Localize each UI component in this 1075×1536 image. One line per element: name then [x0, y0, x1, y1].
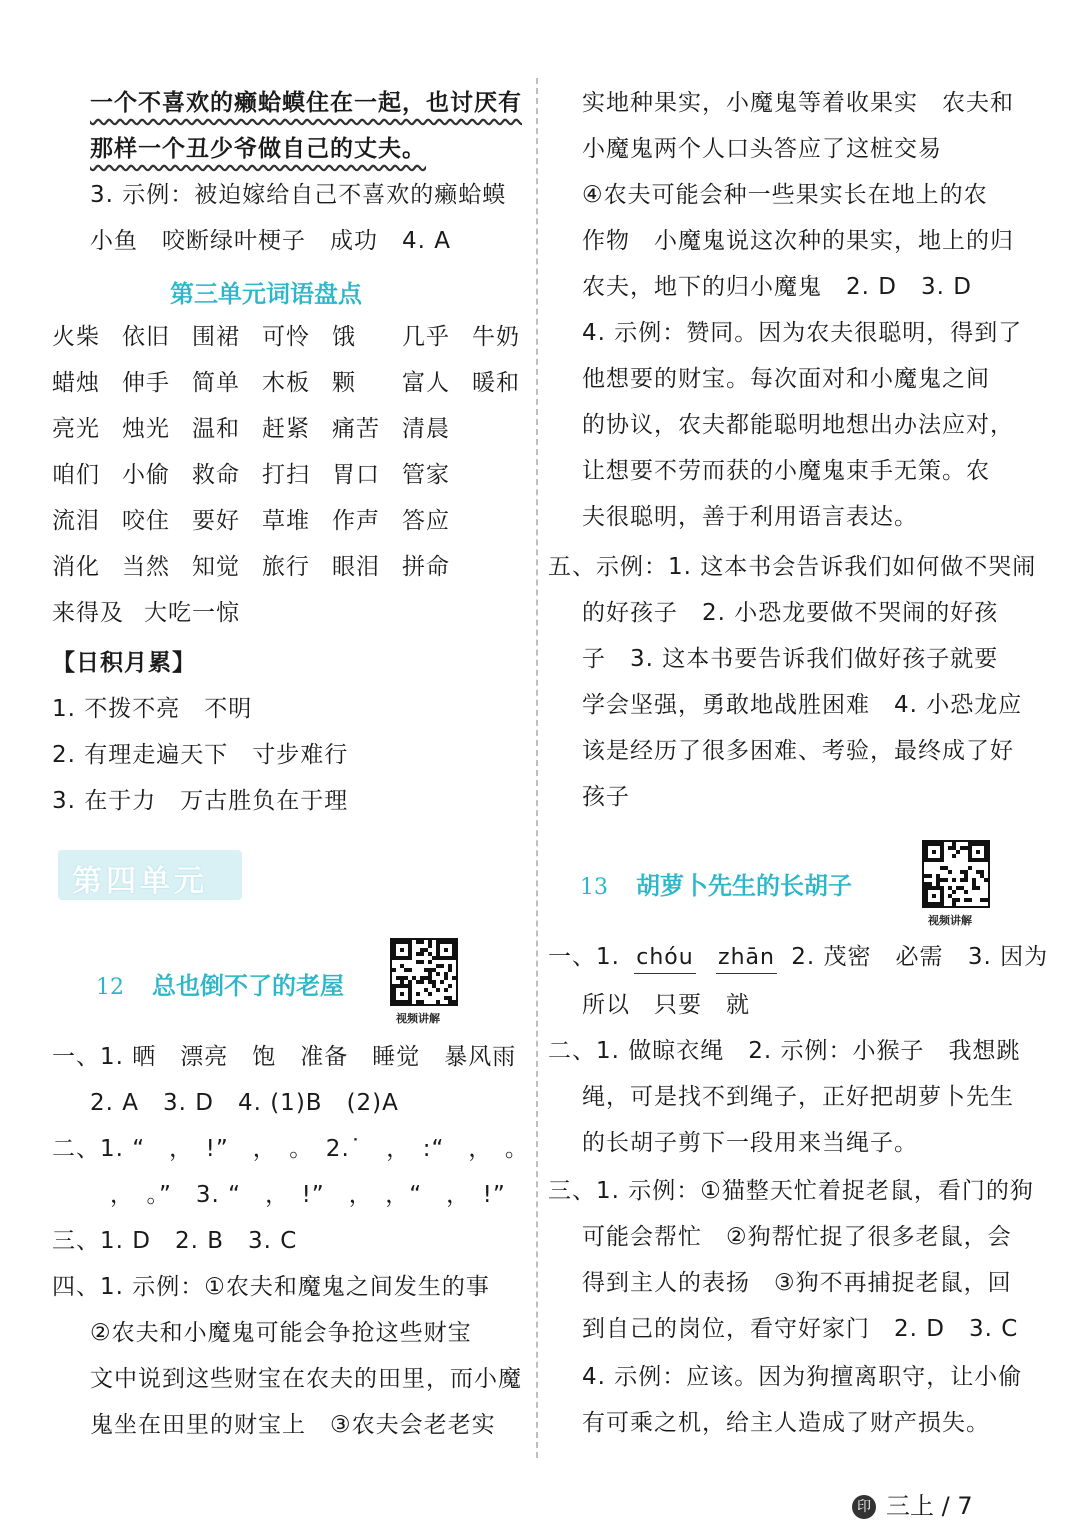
vocab-word: 要好	[192, 508, 240, 534]
text-line: 的长胡子剪下一段用来当绳子。	[582, 1130, 918, 1156]
text-line: ， 。” 3. “ ， !” ， ，“ ， !”	[110, 1182, 506, 1208]
lesson-number: 13	[580, 875, 608, 900]
vocab-word: 牛奶	[472, 324, 520, 350]
text-line: 2. A 3. D 4. (1)B (2)A	[90, 1090, 399, 1116]
vocab-word: 知觉	[192, 554, 240, 580]
lesson-13-heading	[580, 866, 852, 901]
vocab-title: 第三单元词语盘点	[170, 280, 362, 308]
pinyin-answer: zhān	[716, 943, 777, 974]
vocab-word: 草堆	[262, 508, 310, 534]
text-line: 实地种果实，小魔鬼等着收果实 农夫和	[582, 90, 1014, 116]
text-line: 一、1. 晒 漂亮 饱 准备 睡觉 暴风雨	[52, 1044, 517, 1070]
lesson-number: 12	[96, 975, 124, 1000]
unit-banner-text: 第四单元	[72, 864, 208, 899]
text-line: 一个不喜欢的癞蛤蟆住在一起，也讨厌有	[90, 90, 522, 116]
vocab-word: 可怜	[262, 324, 310, 350]
vocab-word: 救命	[192, 462, 240, 488]
text-line: 得到主人的表扬 ③狗不再捕捉老鼠，回	[582, 1270, 1012, 1296]
vocab-word: 当然	[122, 554, 170, 580]
publisher-stamp-icon: 印	[852, 1495, 876, 1519]
answer-text: 2. 茂密 必需	[791, 944, 944, 970]
text-line: 3. 示例：被迫嫁给自己不喜欢的癞蛤蟆	[90, 182, 507, 208]
vocab-word: 管家	[402, 462, 450, 488]
text-line: 所以 只要 就	[582, 992, 750, 1018]
vocab-word: 亮光	[52, 416, 100, 442]
text-line: 他想要的财宝。每次面对和小魔鬼之间	[582, 366, 990, 392]
vocab-word: 作声	[332, 508, 380, 534]
vocab-word: 痛苦	[332, 416, 380, 442]
text-line: 的协议，农夫都能聪明地想出办法应对，	[582, 412, 1014, 438]
qr-caption: 视频讲解	[928, 914, 972, 927]
text-line: 二、1. “ ， !” ， 。 2.˙ ， :“ ， 。	[52, 1136, 529, 1162]
text-line: 可能会帮忙 ②狗帮忙捉了很多老鼠，会	[582, 1224, 1012, 1250]
vocab-word: 暖和	[472, 370, 520, 396]
text-line: 子 3. 这本书要告诉我们做好孩子就要	[582, 646, 999, 672]
lesson-title: 胡萝卜先生的长胡子	[636, 872, 852, 900]
vocab-word: 蜡烛	[52, 370, 100, 396]
text-line: 孩子	[582, 784, 630, 810]
text-line: 五、示例：1. 这本书会告诉我们如何做不哭闹	[548, 554, 1037, 580]
vocab-word: 拼命	[402, 554, 450, 580]
text-line: ②农夫和小魔鬼可能会争抢这些财宝	[90, 1320, 472, 1346]
vocab-word: 来得及	[52, 600, 124, 626]
text-line: 4. 示例：赞同。因为农夫很聪明，得到了	[582, 320, 1023, 346]
text-line: ④农夫可能会种一些果实长在地上的农	[582, 182, 988, 208]
lesson-title: 总也倒不了的老屋	[152, 972, 344, 1000]
unit-banner	[58, 850, 242, 900]
accum-item: 3. 在于力 万古胜负在于理	[52, 788, 349, 814]
text-line: 三、1. D 2. B 3. C	[52, 1228, 298, 1254]
vocab-word: 颗	[332, 370, 356, 396]
text-line: 三、1. 示例：①猫整天忙着捉老鼠，看门的狗	[548, 1178, 1034, 1204]
text-line: 作物 小魔鬼说这次种的果实，地上的归	[582, 228, 1014, 254]
text-line: 夫很聪明，善于利用语言表达。	[582, 504, 918, 530]
text-line: 该是经历了很多困难、考验，最终成了好	[582, 738, 1014, 764]
accum-item: 2. 有理走遍天下 寸步难行	[52, 742, 349, 768]
text-line: 文中说到这些财宝在农夫的田里，而小魔	[90, 1366, 522, 1392]
column-divider	[536, 78, 538, 1458]
vocab-word: 旅行	[262, 554, 310, 580]
vocab-word: 烛光	[122, 416, 170, 442]
question-number: 一、1.	[548, 944, 620, 970]
vocab-word: 答应	[402, 508, 450, 534]
answer-text: 3. 因为	[967, 944, 1049, 970]
text-line: 到自己的岗位，看守好家门 2. D 3. C	[582, 1316, 1019, 1342]
vocab-word: 清晨	[402, 416, 450, 442]
vocab-word: 富人	[402, 370, 450, 396]
text-line	[548, 942, 1048, 974]
vocab-word: 胃口	[332, 462, 380, 488]
text-line: 那样一个丑少爷做自己的丈夫。	[90, 136, 426, 162]
text-line: 让想要不劳而获的小魔鬼束手无策。农	[582, 458, 990, 484]
vocab-word: 木板	[262, 370, 310, 396]
text-line: 小魔鬼两个人口头答应了这桩交易	[582, 136, 942, 162]
vocab-word: 几乎	[402, 324, 450, 350]
vocab-word: 饿	[332, 324, 356, 350]
text-line: 学会坚强，勇敢地战胜困难 4. 小恐龙应	[582, 692, 1023, 718]
page-footer	[852, 1486, 973, 1521]
vocab-word: 围裙	[192, 324, 240, 350]
vocab-word: 咬住	[122, 508, 170, 534]
vocab-word: 打扫	[262, 462, 310, 488]
text-line: 四、1. 示例：①农夫和魔鬼之间发生的事	[52, 1274, 490, 1300]
vocab-word: 简单	[192, 370, 240, 396]
accum-item: 1. 不拨不亮 不明	[52, 696, 253, 722]
accum-title: 【日积月累】	[52, 650, 196, 676]
vocab-word: 咱们	[52, 462, 100, 488]
text-line: 绳，可是找不到绳子，正好把胡萝卜先生	[582, 1084, 1014, 1110]
vocab-word: 伸手	[122, 370, 170, 396]
pinyin-answer: chóu	[634, 943, 695, 974]
text-line: 鬼坐在田里的财宝上 ③农夫会老老实	[90, 1412, 496, 1438]
text-line: 小鱼 咬断绿叶梗子 成功 4. A	[90, 228, 451, 254]
qr-code-icon[interactable]	[922, 840, 990, 908]
text-line: 二、1. 做晾衣绳 2. 示例：小猴子 我想跳	[548, 1038, 1021, 1064]
vocab-word: 流泪	[52, 508, 100, 534]
page-number: 三上 / 7	[886, 1492, 973, 1520]
qr-code-icon[interactable]	[390, 938, 458, 1006]
vocab-word: 依旧	[122, 324, 170, 350]
qr-caption: 视频讲解	[396, 1012, 440, 1025]
vocab-word: 赶紧	[262, 416, 310, 442]
vocab-word: 火柴	[52, 324, 100, 350]
text-line: 4. 示例：应该。因为狗擅离职守，让小偷	[582, 1364, 1023, 1390]
vocab-word: 小偷	[122, 462, 170, 488]
lesson-12-heading	[96, 966, 344, 1001]
vocab-word: 大吃一惊	[144, 600, 240, 626]
text-line: 农夫，地下的归小魔鬼 2. D 3. D	[582, 274, 972, 300]
text-line: 有可乘之机，给主人造成了财产损失。	[582, 1410, 990, 1436]
vocab-word: 消化	[52, 554, 100, 580]
vocab-word: 温和	[192, 416, 240, 442]
text-line: 的好孩子 2. 小恐龙要做不哭闹的好孩	[582, 600, 999, 626]
vocab-word: 眼泪	[332, 554, 380, 580]
